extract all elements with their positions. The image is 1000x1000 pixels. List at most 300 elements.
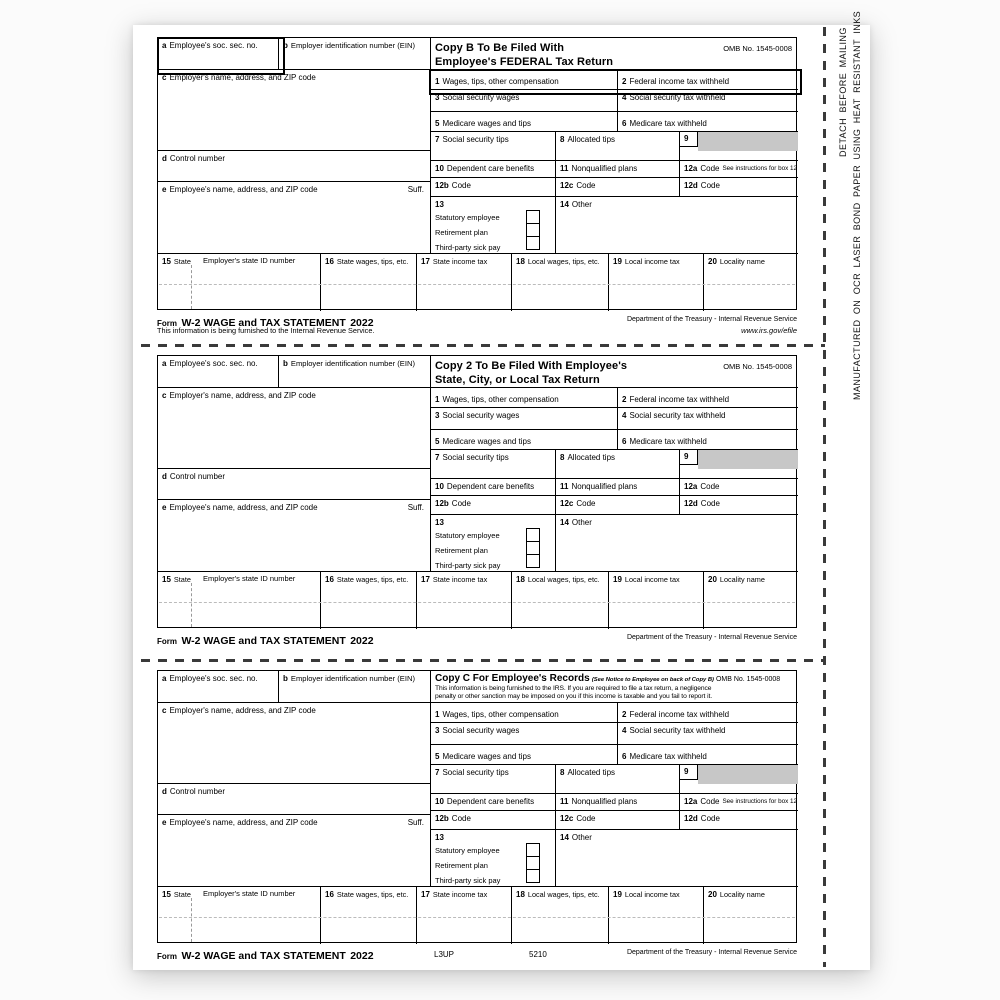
- box-number: 16: [325, 575, 334, 584]
- w2-form-copy-2: [157, 355, 797, 657]
- copy-header: [431, 356, 798, 388]
- box-number: 12c: [560, 181, 574, 190]
- box-letter: c: [162, 706, 167, 715]
- box-label: State income tax: [432, 575, 488, 584]
- retirement-plan-label: Retirement plan: [435, 861, 488, 870]
- box-c-employer-name-address: [158, 703, 431, 784]
- box-c-employer-name-address: [158, 70, 431, 151]
- state-column-divider: [191, 265, 192, 309]
- box-label: State wages, tips, etc.: [336, 575, 409, 584]
- w2-3up-sheet: [133, 10, 870, 970]
- box-3-ss-wages: [431, 408, 618, 430]
- box-label: Dependent care benefits: [446, 164, 535, 174]
- box-label: Medicare tax withheld: [629, 436, 707, 446]
- box-19-local-income-tax: [609, 572, 704, 629]
- box-18-local-wages: [512, 254, 609, 311]
- box-10-dependent-care: [431, 161, 556, 178]
- box-1-wages: [431, 388, 618, 408]
- box-e-employee-name-address: [158, 815, 431, 887]
- box-9-shaded: [680, 132, 798, 161]
- box-12a-code: [680, 794, 798, 811]
- retirement-plan-label: Retirement plan: [435, 546, 488, 555]
- box-label: Federal income tax withheld: [629, 709, 730, 719]
- box-label: Employee's soc. sec. no.: [169, 359, 258, 368]
- box-label: Employer's name, address, and ZIP code: [169, 73, 316, 82]
- box-label: Social security tips: [442, 135, 509, 144]
- box-12b-code: [431, 811, 556, 830]
- form-name: W-2 WAGE and TAX STATEMENT: [181, 317, 346, 329]
- copy-header: [431, 38, 798, 70]
- state-id-label: Employer's state ID number: [203, 574, 296, 583]
- box-number: 6: [622, 118, 627, 128]
- box-4-ss-tax: [618, 723, 798, 745]
- copy-title-line2: Employee's FEDERAL Tax Return: [435, 56, 614, 69]
- box-number: 12c: [560, 499, 574, 508]
- box-6-medicare-tax: [618, 112, 798, 132]
- box-label: Employer identification number (EIN): [290, 359, 415, 368]
- box-label: Code: [451, 499, 471, 508]
- box-number: 15: [162, 257, 171, 266]
- box-label: Control number: [169, 154, 226, 163]
- box-number: 1: [435, 709, 440, 719]
- box-number: 12b: [435, 499, 449, 508]
- w2-form-copy-c: [157, 670, 797, 972]
- box-13-checkboxes: [431, 197, 556, 254]
- box-16-state-wages: [321, 572, 417, 629]
- box-number: 12a: [684, 164, 698, 174]
- box-label: State: [173, 575, 191, 584]
- box-label: Code: [700, 164, 720, 174]
- box-7-ss-tips: [431, 132, 556, 161]
- box-4-ss-tax: [618, 90, 798, 112]
- ocr-bond-paper-text: MANUFACTURED ON OCR LASER BOND PAPER USING HEAT RESISTANT INKS: [852, 10, 862, 400]
- third-party-sick-pay-checkbox: [526, 554, 540, 568]
- box-label: Dependent care benefits: [446, 797, 535, 807]
- box-12c-code: [556, 496, 680, 515]
- third-party-sick-pay-label: Third-party sick pay: [435, 243, 501, 252]
- box-number: 15: [162, 890, 171, 899]
- statutory-employee-label: Statutory employee: [435, 531, 500, 540]
- box-8-allocated-tips: [556, 765, 680, 794]
- box-number: 13: [435, 200, 444, 209]
- box-letter: c: [162, 73, 167, 82]
- w2-form-copy-b: [157, 37, 797, 339]
- box-label: Employer's name, address, and ZIP code: [169, 706, 316, 715]
- box-7-ss-tips: [431, 450, 556, 479]
- box-letter: b: [283, 359, 288, 368]
- box-letter: d: [162, 154, 167, 163]
- box-label: Social security tax withheld: [629, 93, 726, 102]
- box-label: Social security tax withheld: [629, 411, 726, 420]
- box-label: Nonqualified plans: [571, 482, 638, 492]
- box-label: Wages, tips, other compensation: [442, 394, 559, 404]
- box-label: Code: [451, 814, 471, 823]
- box-15-state: [158, 254, 321, 311]
- box-label: State income tax: [432, 257, 488, 266]
- box-11-nonqualified-plans: [556, 161, 680, 178]
- box-label: Code: [700, 482, 720, 492]
- box-12d-code: [680, 811, 798, 830]
- box-10-dependent-care: [431, 794, 556, 811]
- box-number: [680, 450, 698, 465]
- box-3-ss-wages: [431, 723, 618, 745]
- box-number: 16: [325, 257, 334, 266]
- form-year: 2022: [350, 950, 374, 962]
- furnished-note: This information is being furnished to the Internal Revenue Service.: [157, 326, 375, 335]
- suffix-label: Suff.: [407, 503, 424, 512]
- box-12a-code: [680, 479, 798, 496]
- perforation-line-2: [141, 659, 825, 662]
- box-number-text: 9: [684, 767, 689, 776]
- omb-number: OMB No. 1545-0008: [723, 362, 792, 371]
- box-label: Other: [571, 518, 592, 527]
- box-number: 20: [708, 890, 717, 899]
- box-19-local-income-tax: [609, 254, 704, 311]
- box-letter: d: [162, 472, 167, 481]
- box-label: Locality name: [719, 575, 765, 584]
- box-9-shade: [698, 450, 798, 469]
- box-number: 8: [560, 453, 565, 462]
- box-number: 6: [622, 436, 627, 446]
- efile-url: www.irs.gov/efile: [741, 326, 797, 335]
- box-number: 12a: [684, 482, 698, 492]
- box-e-employee-name-address: [158, 500, 431, 572]
- box-letter: e: [162, 818, 167, 827]
- box-label: Employer's name, address, and ZIP code: [169, 391, 316, 400]
- box-label: Federal income tax withheld: [629, 394, 730, 404]
- box-label: Federal income tax withheld: [629, 76, 730, 86]
- box-number: 11: [560, 482, 569, 492]
- box-12-note: See instructions for box 12: [722, 165, 798, 173]
- box-label: Code: [700, 797, 720, 807]
- box-a-employee-ssn: [158, 356, 279, 388]
- box-number: 20: [708, 575, 717, 584]
- box-label: Local wages, tips, etc.: [527, 890, 600, 899]
- box-20-locality-name: [704, 572, 798, 629]
- box-number: 6: [622, 751, 627, 761]
- box-label: Wages, tips, other compensation: [442, 709, 559, 719]
- box-2-federal-tax: [618, 70, 798, 90]
- box-number: 18: [516, 890, 525, 899]
- box-number: 1: [435, 394, 440, 404]
- box-number: 12b: [435, 814, 449, 823]
- box-7-ss-tips: [431, 765, 556, 794]
- box-8-allocated-tips: [556, 450, 680, 479]
- box-number: 19: [613, 890, 622, 899]
- third-party-sick-pay-label: Third-party sick pay: [435, 561, 501, 570]
- box-number: 12d: [684, 814, 698, 823]
- box-10-dependent-care: [431, 479, 556, 496]
- box-number: 10: [435, 164, 444, 174]
- copy-title-line1: Copy 2 To Be Filed With Employee's: [435, 360, 628, 372]
- box-2-federal-tax: [618, 388, 798, 408]
- stock-code-5210: 5210: [529, 950, 547, 959]
- box-5-medicare-wages: [431, 430, 618, 450]
- box-label: Allocated tips: [567, 768, 616, 777]
- form-word: Form: [157, 952, 177, 961]
- form-footer: [157, 313, 797, 339]
- copy-instructions-line1: This information is being furnished to the IRS. If you are required to file a tax return, a negligence: [435, 684, 712, 692]
- box-e-employee-name-address: [158, 182, 431, 254]
- box-number: 12b: [435, 181, 449, 190]
- box-label: Employer identification number (EIN): [290, 674, 415, 683]
- box-label: State wages, tips, etc.: [336, 257, 409, 266]
- box-9-shade: [698, 132, 798, 151]
- box-label: Control number: [169, 472, 226, 481]
- box-9-shade: [698, 765, 798, 784]
- box-1-wages: [431, 703, 618, 723]
- box-label: Social security wages: [442, 726, 520, 735]
- box-15-state: [158, 887, 321, 944]
- box-label: Employee's soc. sec. no.: [169, 41, 258, 50]
- box-letter: e: [162, 185, 167, 194]
- copy-title: Copy C For Employee's Records: [435, 673, 590, 684]
- box-4-ss-tax: [618, 408, 798, 430]
- box-number: 8: [560, 768, 565, 777]
- box-number: 16: [325, 890, 334, 899]
- box-label: Code: [700, 814, 720, 823]
- box-13-checkboxes: [431, 830, 556, 887]
- box-label: State wages, tips, etc.: [336, 890, 409, 899]
- box-14-other: [556, 515, 798, 572]
- box-label: Locality name: [719, 257, 765, 266]
- box-number-text: 9: [684, 452, 689, 461]
- detach-before-mailing-text: DETACH BEFORE MAILING: [838, 27, 848, 157]
- retirement-plan-checkbox: [526, 541, 540, 555]
- box-number: 12d: [684, 181, 698, 190]
- suffix-label: Suff.: [407, 818, 424, 827]
- box-number: 5: [435, 436, 440, 446]
- box-label: Code: [576, 499, 596, 508]
- box-number: 11: [560, 797, 569, 807]
- box-label: Local income tax: [624, 575, 680, 584]
- form-name: W-2 WAGE and TAX STATEMENT: [181, 635, 346, 647]
- box-label: Employer identification number (EIN): [290, 41, 415, 50]
- box-number: 1: [435, 76, 440, 86]
- box-number: 18: [516, 575, 525, 584]
- box-number: 14: [560, 518, 569, 527]
- box-3-ss-wages: [431, 90, 618, 112]
- box-number: 17: [421, 890, 430, 899]
- stock-code-l3up: L3UP: [434, 950, 455, 959]
- box-number: 17: [421, 575, 430, 584]
- box-18-local-wages: [512, 572, 609, 629]
- box-20-locality-name: [704, 254, 798, 311]
- box-number: 10: [435, 797, 444, 807]
- box-number: 2: [622, 709, 627, 719]
- box-label: Wages, tips, other compensation: [442, 76, 559, 86]
- copy-instructions-line2: penalty or other sanction may be imposed on you if this income is taxable and you fail to report it.: [435, 692, 712, 700]
- box-number: 10: [435, 482, 444, 492]
- form-footer-title: [157, 946, 374, 964]
- box-label: Other: [571, 200, 592, 209]
- box-label: Control number: [169, 787, 226, 796]
- box-label: Local income tax: [624, 257, 680, 266]
- box-11-nonqualified-plans: [556, 794, 680, 811]
- box-12a-code: [680, 161, 798, 178]
- box-17-state-income-tax: [417, 572, 512, 629]
- box-d-control-number: [158, 469, 431, 500]
- box-number: 5: [435, 751, 440, 761]
- box-number: 17: [421, 257, 430, 266]
- form-name: W-2 WAGE and TAX STATEMENT: [181, 950, 346, 962]
- copy-title-line1: Copy B To Be Filed With: [435, 42, 565, 54]
- box-label: Medicare wages and tips: [442, 436, 531, 446]
- box-number: 18: [516, 257, 525, 266]
- box-12d-code: [680, 496, 798, 515]
- box-number: 14: [560, 833, 569, 842]
- box-14-other: [556, 830, 798, 887]
- retirement-plan-checkbox: [526, 223, 540, 237]
- box-2-federal-tax: [618, 703, 798, 723]
- form-footer: [157, 631, 797, 657]
- box-label: Code: [700, 499, 720, 508]
- treasury-dept-label: Department of the Treasury - Internal Revenue Service: [626, 634, 797, 641]
- omb-number: OMB No. 1545-0008: [723, 44, 792, 53]
- box-number: 11: [560, 164, 569, 174]
- statutory-employee-checkbox: [526, 843, 540, 857]
- box-label: Social security tips: [442, 768, 509, 777]
- w2-table: [157, 37, 797, 310]
- box-label: State: [173, 257, 191, 266]
- box-label: Medicare wages and tips: [442, 751, 531, 761]
- omb-number: OMB No. 1545-0008: [715, 676, 781, 683]
- box-14-other: [556, 197, 798, 254]
- box-number: 8: [560, 135, 565, 144]
- box-15-state: [158, 572, 321, 629]
- box-label: Social security tips: [442, 453, 509, 462]
- box-b-ein: [279, 38, 431, 70]
- state-row-dashed-divider: [159, 602, 795, 603]
- box-17-state-income-tax: [417, 254, 512, 311]
- box-20-locality-name: [704, 887, 798, 944]
- box-number: 14: [560, 200, 569, 209]
- box-a-employee-ssn: [158, 671, 279, 703]
- box-19-local-income-tax: [609, 887, 704, 944]
- third-party-sick-pay-checkbox: [526, 869, 540, 883]
- w2-table: [157, 670, 797, 943]
- box-letter: c: [162, 391, 167, 400]
- box-number: 12d: [684, 499, 698, 508]
- box-12d-code: [680, 178, 798, 197]
- box-number: 19: [613, 257, 622, 266]
- box-number: 13: [435, 518, 444, 527]
- box-label: Dependent care benefits: [446, 482, 535, 492]
- box-6-medicare-tax: [618, 430, 798, 450]
- box-label: Code: [451, 181, 471, 190]
- box-16-state-wages: [321, 887, 417, 944]
- box-9-shaded: [680, 765, 798, 794]
- copy-header: [431, 671, 798, 703]
- form-year: 2022: [350, 317, 374, 329]
- retirement-plan-checkbox: [526, 856, 540, 870]
- box-label: Medicare tax withheld: [629, 118, 707, 128]
- box-letter: d: [162, 787, 167, 796]
- box-1-wages: [431, 70, 618, 90]
- box-label: Locality name: [719, 890, 765, 899]
- box-label: Allocated tips: [567, 453, 616, 462]
- form-footer-title: [157, 631, 374, 649]
- box-number-text: 9: [684, 134, 689, 143]
- box-number: 7: [435, 135, 440, 144]
- box-number: 2: [622, 394, 627, 404]
- box-number: 5: [435, 118, 440, 128]
- third-party-sick-pay-checkbox: [526, 236, 540, 250]
- box-17-state-income-tax: [417, 887, 512, 944]
- box-c-employer-name-address: [158, 388, 431, 469]
- state-id-label: Employer's state ID number: [203, 256, 296, 265]
- box-label: Nonqualified plans: [571, 164, 638, 174]
- box-label: Employee's name, address, and ZIP code: [169, 503, 318, 512]
- box-label: Employee's name, address, and ZIP code: [169, 185, 318, 194]
- box-number: 4: [622, 93, 627, 102]
- copy-title-line2: State, City, or Local Tax Return: [435, 374, 600, 387]
- box-label: Allocated tips: [567, 135, 616, 144]
- box-18-local-wages: [512, 887, 609, 944]
- state-id-label: Employer's state ID number: [203, 889, 296, 898]
- treasury-dept-label: Department of the Treasury - Internal Revenue Service: [626, 316, 797, 323]
- box-number: 4: [622, 726, 627, 735]
- box-label: Nonqualified plans: [571, 797, 638, 807]
- perforation-line-1: [141, 344, 825, 347]
- box-number: [680, 765, 698, 780]
- form-word: Form: [157, 319, 177, 328]
- box-label: Employee's soc. sec. no.: [169, 674, 258, 683]
- box-5-medicare-wages: [431, 112, 618, 132]
- w2-table: [157, 355, 797, 628]
- box-label: Medicare wages and tips: [442, 118, 531, 128]
- box-d-control-number: [158, 151, 431, 182]
- box-11-nonqualified-plans: [556, 479, 680, 496]
- box-label: State income tax: [432, 890, 488, 899]
- box-letter: b: [283, 41, 288, 50]
- box-number: 20: [708, 257, 717, 266]
- retirement-plan-label: Retirement plan: [435, 228, 488, 237]
- form-footer: [157, 946, 797, 972]
- statutory-employee-label: Statutory employee: [435, 213, 500, 222]
- box-d-control-number: [158, 784, 431, 815]
- box-letter: b: [283, 674, 288, 683]
- box-label: Local wages, tips, etc.: [527, 257, 600, 266]
- box-label: Code: [576, 181, 596, 190]
- box-label: Local wages, tips, etc.: [527, 575, 600, 584]
- box-letter: a: [162, 359, 167, 368]
- statutory-employee-label: Statutory employee: [435, 846, 500, 855]
- box-b-ein: [279, 671, 431, 703]
- box-label: Other: [571, 833, 592, 842]
- third-party-sick-pay-label: Third-party sick pay: [435, 876, 501, 885]
- box-9-shaded: [680, 450, 798, 479]
- form-year: 2022: [350, 635, 374, 647]
- box-12-note: See instructions for box 12: [722, 798, 798, 806]
- box-number: 7: [435, 453, 440, 462]
- box-letter: a: [162, 41, 167, 50]
- copy-notice: (See Notice to Employee on back of Copy B): [591, 677, 714, 683]
- statutory-employee-checkbox: [526, 528, 540, 542]
- box-number: 12c: [560, 814, 574, 823]
- box-13-checkboxes: [431, 515, 556, 572]
- box-label: Social security wages: [442, 411, 520, 420]
- box-label: Employee's name, address, and ZIP code: [169, 818, 318, 827]
- box-number: 3: [435, 726, 440, 735]
- box-number: [680, 132, 698, 147]
- box-6-medicare-tax: [618, 745, 798, 765]
- box-label: Medicare tax withheld: [629, 751, 707, 761]
- box-number: 13: [435, 833, 444, 842]
- copy-title-line: [435, 673, 798, 685]
- box-number: 7: [435, 768, 440, 777]
- perforation-line-vertical: [823, 27, 826, 967]
